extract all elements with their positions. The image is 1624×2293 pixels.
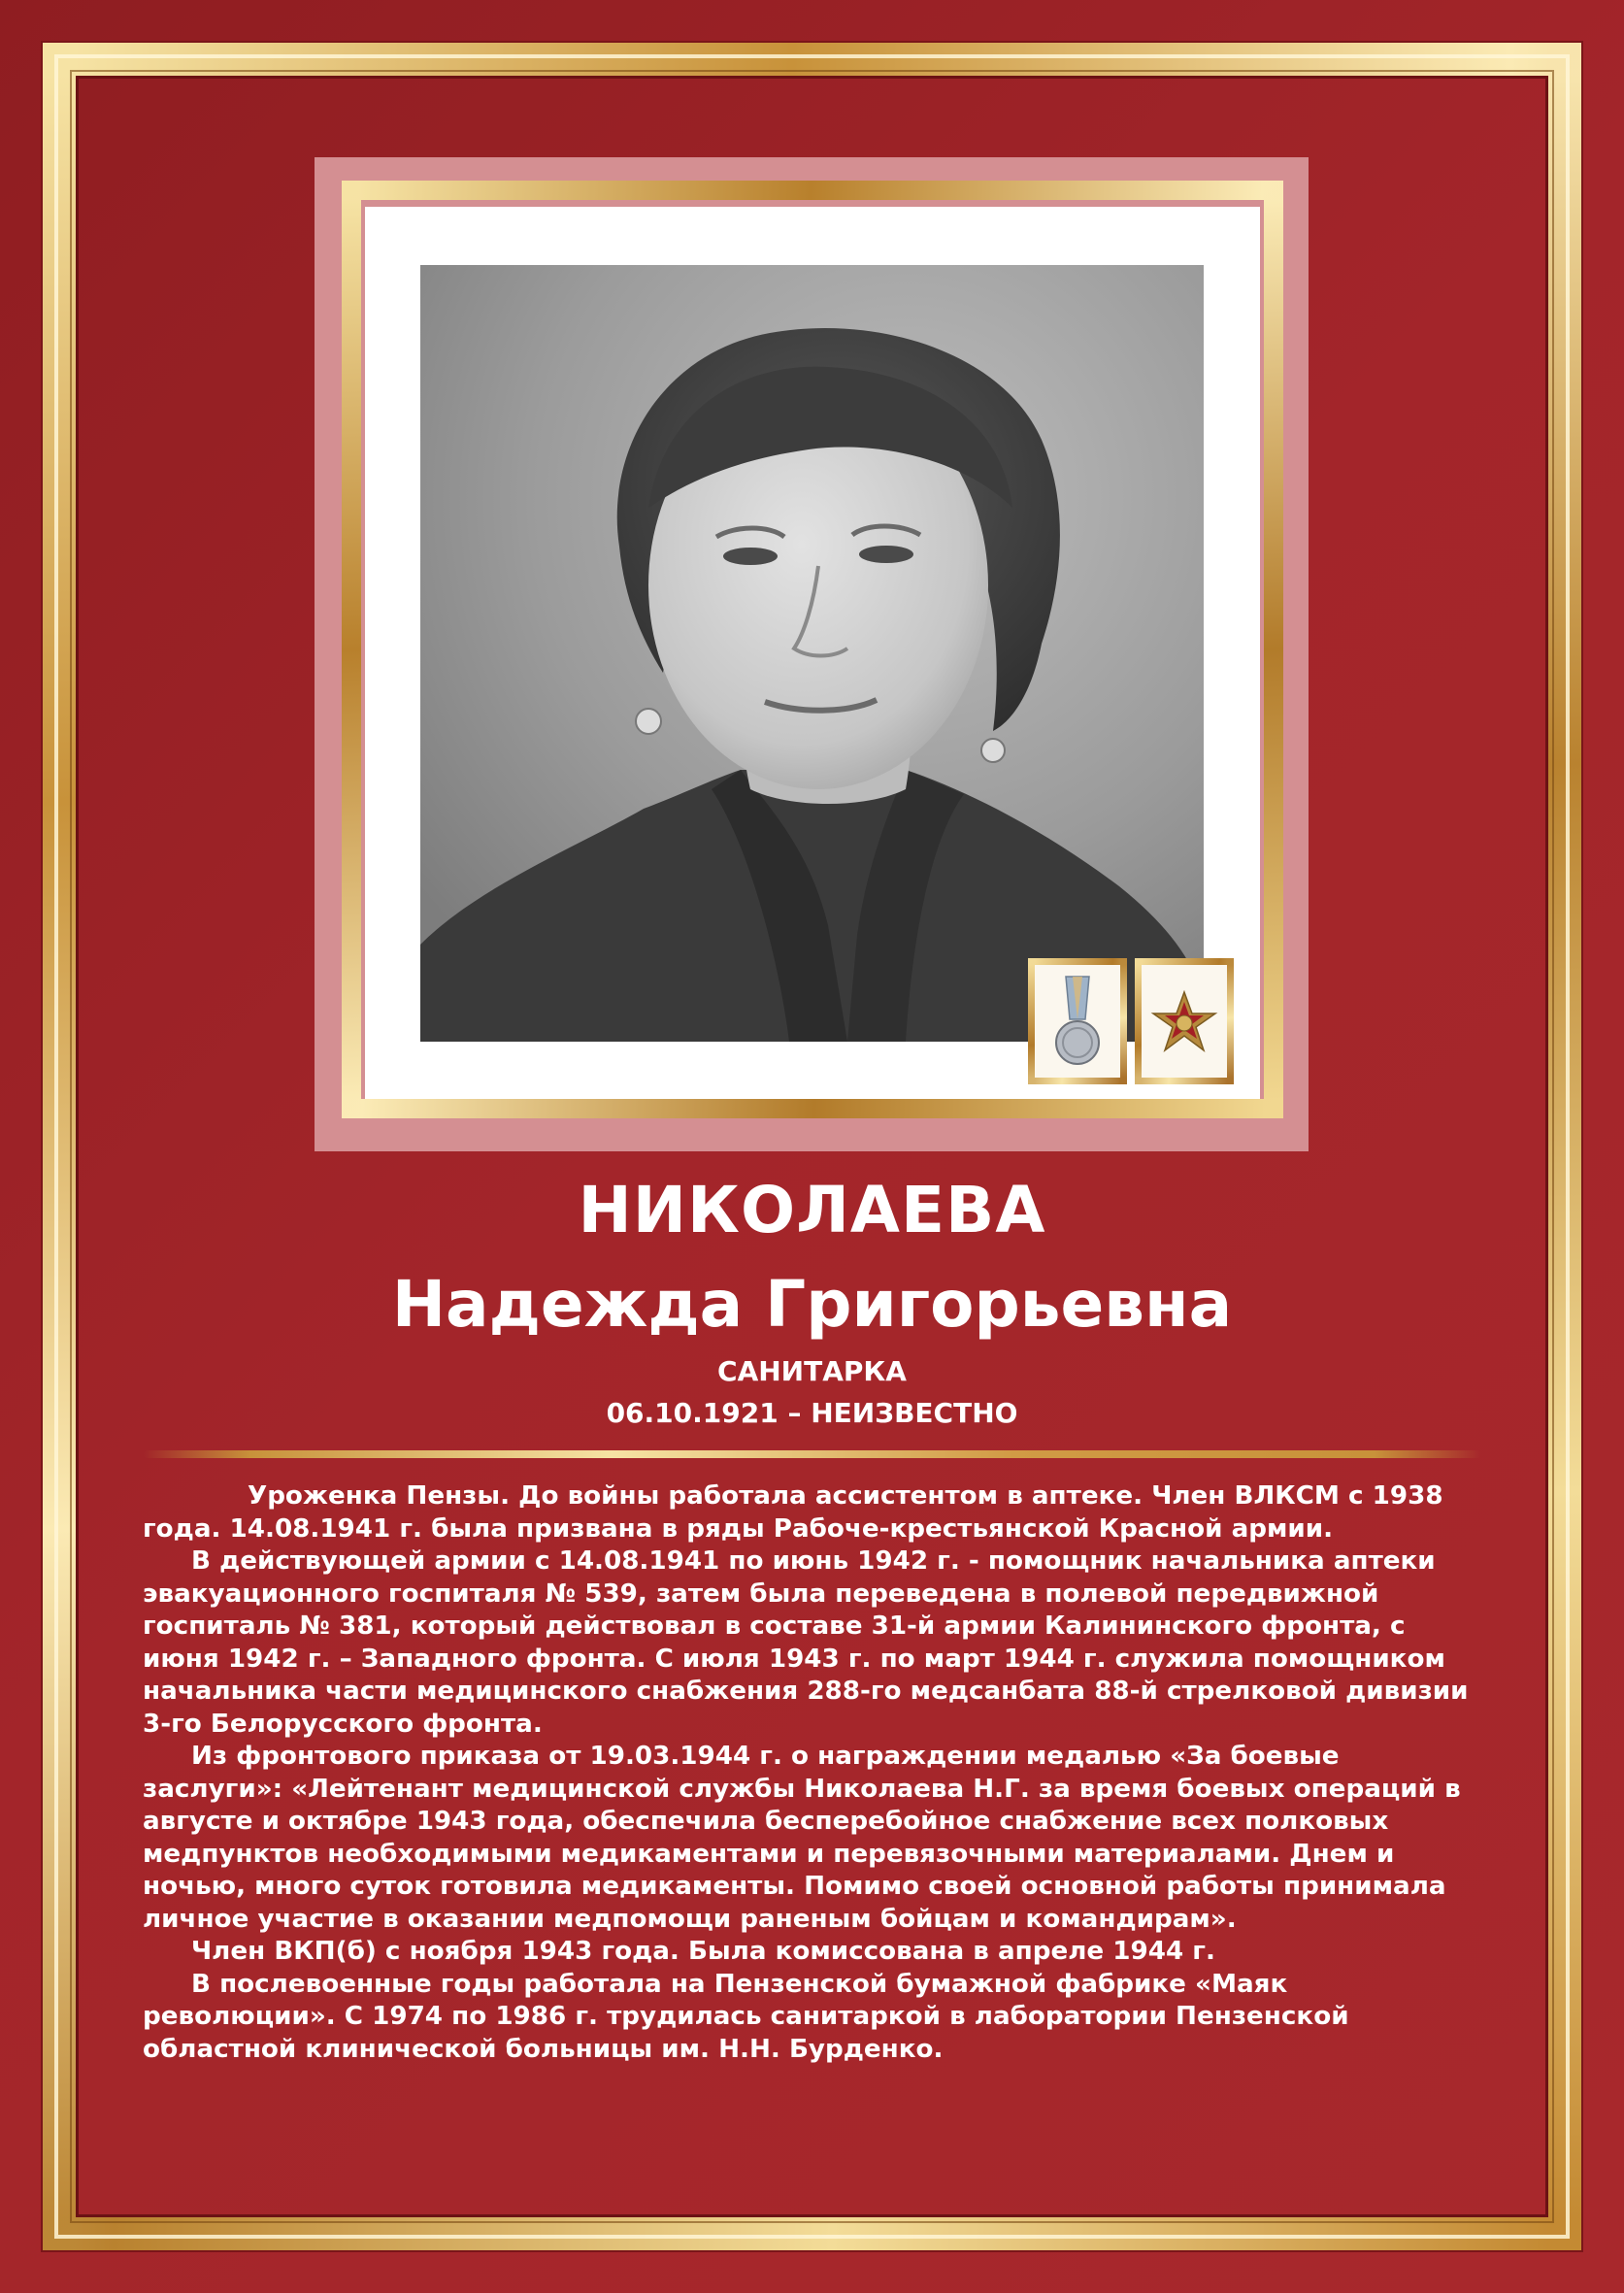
biography bbox=[143, 1480, 1487, 2066]
medal-for-combat-merit-icon bbox=[1041, 973, 1114, 1074]
order-of-patriotic-war-icon bbox=[1147, 973, 1221, 1074]
bio-paragraph-5: В послевоенные годы работала на Пензенской бумажной фабрике «Маяк революции». С 1974 по 1986 г. трудилась санитаркой в лаборатории Пензенской областной клинической больницы им. Н.Н. Бурденко. bbox=[143, 1969, 1349, 2064]
given-names-title: Надежда Григорьевна bbox=[391, 1267, 1233, 1342]
medal-frame-2 bbox=[1135, 958, 1234, 1084]
bio-paragraph-2: В действующей армии с 14.08.1941 по июнь 1942 г. - помощник начальника аптеки эвакуационного госпиталя № 539, затем была переведена в полевой передвижной госпиталь № 381, который действовал в составе 31-й армии Калининского фронта, с июня 1942 г. – Западного фронта. С июля 1943 г. по март 1944 г. служила помощником начальника части медицинского снабжения 288-го медсанбата 88-й стрелковой дивизии 3-го Белорусского фронта. bbox=[143, 1546, 1469, 1739]
portrait-illustration bbox=[420, 265, 1204, 1042]
surname-title: НИКОЛАЕВА bbox=[578, 1173, 1046, 1247]
medal-frame-1 bbox=[1028, 958, 1127, 1084]
bio-paragraph-3: Из фронтового приказа от 19.03.1944 г. о награждении медалью «За боевые заслуги»: «Лейтенант медицинской службы Николаева Н.Г. за время боевых операций в августе и октябре 1943 года, обеспечила бесперебойное снабжение всех полковых медпунктов необходимыми медикаментами и перевязочными материалами. Днем и ночью, много суток готовила медикаменты. Помимо своей основной работы принимала личное участие в оказании медпомощи раненым бойцам и командирам». bbox=[143, 1742, 1461, 1934]
life-dates: 06.10.1921 – НЕИЗВЕСТНО bbox=[606, 1397, 1018, 1429]
bio-paragraph-4: Член ВКП(б) с ноября 1943 года. Была комиссована в апреле 1944 г. bbox=[191, 1937, 1215, 1966]
portrait-photo bbox=[420, 265, 1204, 1042]
bio-paragraph-1: Уроженка Пензы. До войны работала ассистентом в аптеке. Член ВЛКСМ с 1938 года. 14.08.1941 г. была призвана в ряды Рабоче-крестьянской Красной армии. bbox=[143, 1481, 1443, 1544]
role-label: САНИТАРКА bbox=[717, 1355, 907, 1387]
gold-divider bbox=[144, 1450, 1481, 1458]
